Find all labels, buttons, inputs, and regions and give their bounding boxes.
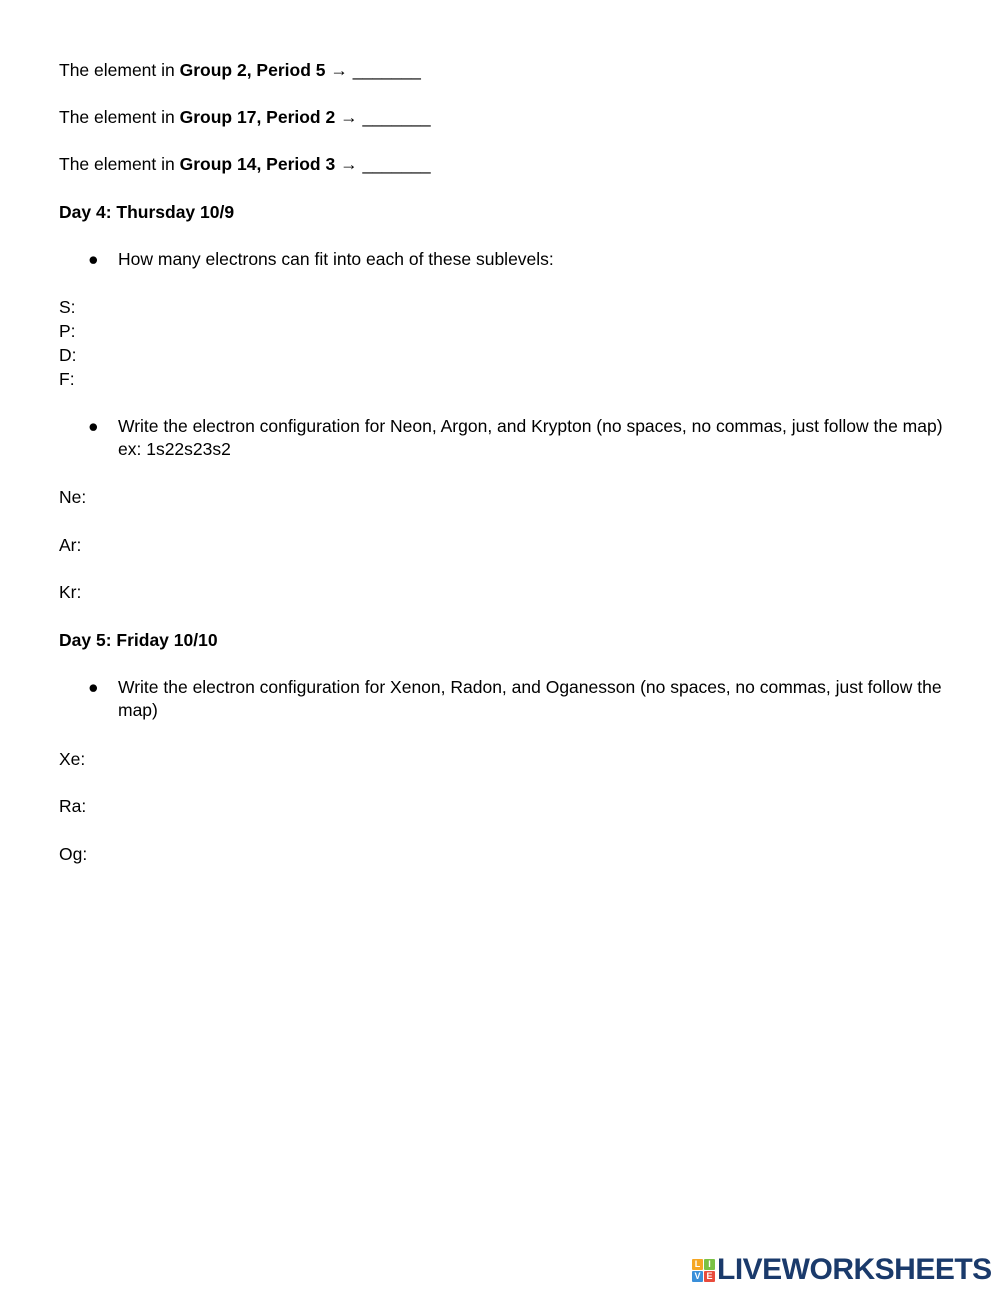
question-prefix: The element in [59, 107, 180, 127]
question-bold: Group 17, Period 2 [179, 107, 336, 127]
bullet-icon: ● [88, 677, 99, 697]
logo-mark-letter: L [692, 1259, 703, 1270]
question-group14-period3 [59, 153, 431, 175]
element-ne-label: Ne: [59, 487, 87, 507]
question-prefix: The element in [59, 60, 180, 80]
day5-heading: Day 5: Friday 10/10 [59, 630, 218, 650]
logo-mark-letter: V [692, 1271, 703, 1282]
bullet-text: How many electrons can fit into each of these sublevels: [118, 249, 554, 269]
bullet-text: Write the electron configuration for Neon, Argon, and Krypton (no spaces, no commas, just follow the map) ex: 1s22s23s2 [118, 416, 943, 459]
question-bold: Group 14, Period 3 [179, 154, 336, 174]
sublevel-s-label: S: [59, 297, 76, 317]
question-suffix: → _______ [335, 154, 431, 174]
liveworksheets-logo [692, 1254, 992, 1286]
element-kr-label: Kr: [59, 582, 82, 602]
element-og-label: Og: [59, 844, 88, 864]
element-ar-label: Ar: [59, 535, 82, 555]
question-prefix: The element in [59, 154, 180, 174]
question-suffix: → _______ [325, 60, 421, 80]
bullet-icon: ● [88, 416, 99, 436]
sublevel-d-label: D: [59, 345, 77, 365]
question-group2-period5 [59, 59, 421, 81]
logo-mark-letter: E [704, 1271, 715, 1282]
sublevel-p-label: P: [59, 321, 76, 341]
question-bold: Group 2, Period 5 [179, 60, 326, 80]
element-ra-label: Ra: [59, 796, 87, 816]
question-group17-period2 [59, 106, 431, 128]
element-xe-label: Xe: [59, 749, 86, 769]
day4-heading: Day 4: Thursday 10/9 [59, 202, 235, 222]
logo-mark-letter: I [704, 1259, 715, 1270]
logo-mark-icon [692, 1259, 715, 1282]
bullet-icon: ● [88, 249, 99, 269]
question-suffix: → _______ [335, 107, 431, 127]
sublevel-f-label: F: [59, 369, 75, 389]
bullet-text: Write the electron configuration for Xenon, Radon, and Oganesson (no spaces, no commas, just follow the map) [118, 677, 942, 720]
logo-text: LIVEWORKSHEETS [717, 1253, 992, 1286]
